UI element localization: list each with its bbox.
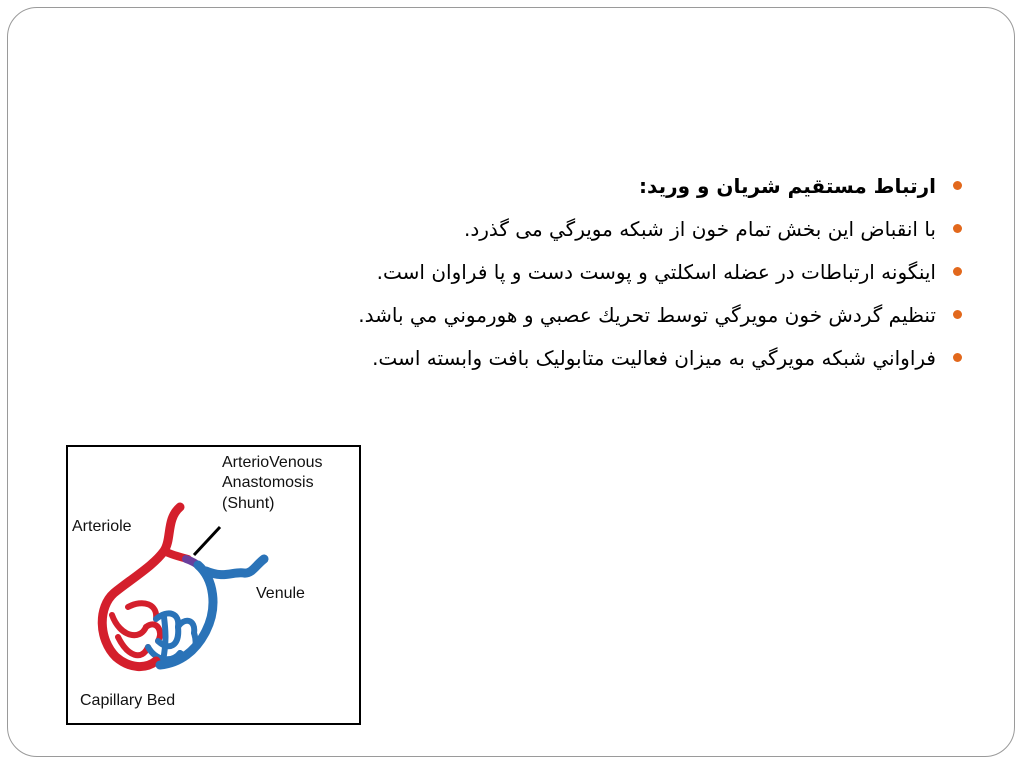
label-capillary-bed: Capillary Bed — [80, 692, 176, 709]
bullet-text: با انقباض اين بخش تمام خون از شبكه مويرگي می گذرد. — [463, 217, 936, 241]
bullet-text: تنظيم گردش خون مويرگي توسط تحريك عصبي و هورموني مي باشد. — [358, 303, 936, 327]
bullet-dot-icon — [953, 310, 962, 319]
bullet-item-heading — [262, 168, 962, 211]
bullet-text: ارتباط مستقيم شريان و وريد: — [639, 174, 936, 198]
capillary-diagram — [66, 445, 361, 725]
bullet-item — [262, 297, 962, 340]
vessel-illustration — [68, 447, 359, 723]
bullet-item — [262, 254, 962, 297]
label-shunt-line3: (Shunt) — [222, 495, 275, 512]
label-shunt-line1: ArterioVenous — [222, 454, 323, 471]
bullet-item — [262, 211, 962, 254]
bullet-dot-icon — [953, 267, 962, 276]
bullet-list — [262, 168, 962, 383]
bullet-dot-icon — [953, 224, 962, 233]
bullet-dot-icon — [953, 353, 962, 362]
bullet-dot-icon — [953, 181, 962, 190]
label-venule: Venule — [256, 585, 305, 602]
capillary-arterial-side — [112, 603, 160, 655]
bullet-text: فراواني شبكه مويرگي به ميزان فعاليت متابوليک بافت وابسته است. — [372, 346, 936, 370]
venule-branch — [206, 559, 264, 575]
shunt-pointer-line — [194, 527, 220, 555]
label-arteriole: Arteriole — [72, 518, 132, 535]
label-shunt-line2: Anastomosis — [222, 474, 314, 491]
bullet-item — [262, 340, 962, 383]
bullet-text: اينگونه ارتباطات در عضله اسكلتي و پوست دست و پا فراوان است. — [376, 260, 936, 284]
